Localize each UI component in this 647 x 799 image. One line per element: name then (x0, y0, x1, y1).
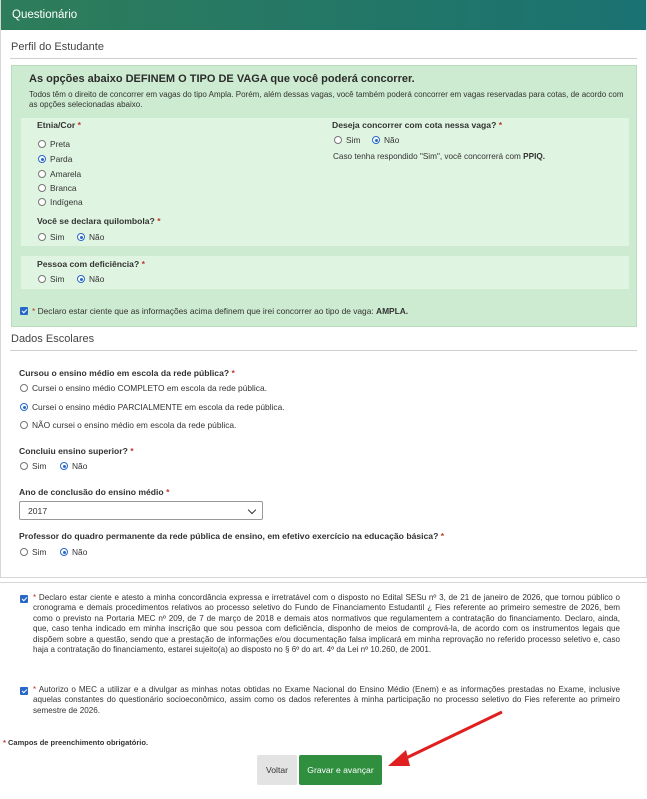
checkbox-checked-icon (20, 687, 28, 695)
option-label: Não (72, 547, 88, 557)
deficiencia-option-sim[interactable] (38, 274, 64, 284)
quilombola-option-sim[interactable] (38, 232, 64, 242)
deficiencia-label: Pessoa com deficiência? * (37, 259, 145, 269)
radio-selected-icon (77, 275, 85, 283)
cota-option-sim[interactable] (334, 135, 360, 145)
option-label: Não (89, 274, 105, 284)
vaga-declaration-checkbox[interactable]: * Declaro estar ciente que as informações acima definem que irei concorrer ao tipo de vaga: AMPLA. (20, 306, 408, 316)
ano-conclusao-select[interactable] (19, 501, 263, 520)
term-declaration-1[interactable] (20, 593, 620, 655)
option-label: Não (89, 232, 105, 242)
radio-selected-icon (60, 548, 68, 556)
professor-option-sim[interactable] (20, 547, 46, 557)
superior-label: Concluiu ensino superior? * (19, 446, 134, 456)
option-label: Não (72, 461, 88, 471)
option-label: Parda (50, 154, 73, 164)
etnia-label: Etnia/Cor * (37, 120, 81, 130)
etnia-option-preta[interactable] (38, 139, 70, 149)
cota-label: Deseja concorrer com cota nessa vaga? * (332, 120, 503, 130)
quilombola-option-nao[interactable] (77, 232, 104, 242)
section-divider (10, 350, 637, 351)
option-label: Sim (50, 274, 65, 284)
professor-label: Professor do quadro permanente da rede pública de ensino, em efetivo exercício na educação básica? * (19, 531, 445, 541)
superior-option-nao[interactable] (60, 461, 87, 471)
terms-divider (0, 582, 647, 583)
vaga-info-box (11, 65, 637, 327)
vaga-description: Todos têm o direito de concorrer em vagas do tipo Ampla. Porém, além dessas vagas, você também poderá concorrer em vagas reservadas para cotas, de acordo com as opções selecionadas abaixo. (29, 90, 624, 109)
option-label: Sim (346, 135, 361, 145)
option-label: Preta (50, 139, 71, 149)
radio-selected-icon (60, 462, 68, 470)
ensino-medio-option-completo[interactable] (20, 383, 267, 393)
annotation-arrow-icon (380, 700, 505, 770)
deficiencia-option-nao[interactable] (77, 274, 104, 284)
declaration-text: Declaro estar ciente que as informações acima definem que irei concorrer ao tipo de vaga: (37, 306, 374, 316)
etnia-option-branca[interactable] (38, 183, 77, 193)
radio-selected-icon (372, 136, 380, 144)
option-label: Amarela (50, 169, 82, 179)
quilombola-label: Você se declara quilombola? * (37, 216, 161, 226)
radio-icon (38, 198, 46, 206)
section-divider (10, 58, 637, 59)
term-declaration-2[interactable] (20, 685, 620, 716)
ano-conclusao-label: Ano de conclusão do ensino médio * (19, 487, 170, 497)
radio-icon (20, 462, 28, 470)
radio-icon (334, 136, 342, 144)
section-title-perfil: Perfil do Estudante (11, 41, 104, 53)
radio-icon (38, 140, 46, 148)
vaga-headline: As opções abaixo DEFINEM O TIPO DE VAGA que você poderá concorrer. (29, 73, 415, 85)
select-value: 2017 (28, 506, 48, 516)
panel-header: Questionário (1, 0, 646, 30)
checkbox-checked-icon (20, 595, 28, 603)
radio-selected-icon (20, 403, 28, 411)
superior-option-sim[interactable] (20, 461, 46, 471)
radio-icon (38, 233, 46, 241)
radio-icon (20, 548, 28, 556)
section-title-escolares: Dados Escolares (11, 333, 95, 345)
radio-icon (38, 275, 46, 283)
ensino-medio-label: Cursou o ensino médio em escola da rede pública? * (19, 368, 235, 378)
required-note: * Campos de preenchimento obrigatório. (3, 738, 149, 747)
option-label: Indígena (50, 197, 83, 207)
save-and-continue-button[interactable]: Gravar e avançar (299, 755, 382, 785)
etnia-option-indigena[interactable] (38, 197, 83, 207)
declaration-value: AMPLA. (376, 306, 409, 316)
option-label: Cursei o ensino médio COMPLETO em escola da rede pública. (32, 383, 267, 393)
term-text: * Autorizo o MEC a utilizar e a divulgar as minhas notas obtidas no Exame Nacional do Ensino Médio (Enem) e as informações prestadas no Exame, inclusive aquelas constantes do questionário socioeconômico, assim como os dados referentes à minha participação no processo seletivo do Fies referente ao primeiro semestre de 2026. (33, 685, 620, 715)
etnia-option-amarela[interactable] (38, 169, 81, 179)
etnia-quilombola-box (21, 118, 629, 246)
option-label: Cursei o ensino médio PARCIALMENTE em escola da rede pública. (32, 402, 285, 412)
radio-selected-icon (38, 155, 46, 163)
cota-note: Caso tenha respondido "Sim", você concorrerá com PPIQ. (333, 152, 545, 161)
option-label: Sim (32, 547, 47, 557)
back-button[interactable]: Voltar (257, 755, 297, 785)
option-label: Não (384, 135, 400, 145)
cota-option-nao[interactable] (372, 135, 399, 145)
ensino-medio-option-parcial[interactable] (20, 402, 285, 412)
radio-icon (20, 384, 28, 392)
etnia-option-parda[interactable] (38, 154, 72, 164)
option-label: NÃO cursei o ensino médio em escola da rede pública. (32, 420, 237, 430)
option-label: Sim (50, 232, 65, 242)
radio-icon (38, 184, 46, 192)
option-label: Sim (32, 461, 47, 471)
chevron-down-icon (248, 506, 256, 514)
radio-selected-icon (77, 233, 85, 241)
term-text: * Declaro estar ciente e atesto a minha concordância expressa e irretratável com o disposto no Edital SESu nº 3, de 21 de janeiro de 2026, que tornou público o cronograma e demais procedimentos relativos ao processo seletivo do Fundo de Financiamento Estudantil ¿ Fies referente ao primeiro semestre de 2026, bem como o previsto na Portaria MEC nº 209, de 7 de março de 2018 e demais atos normativos que regulamentem a contratação do financiamento. Declaro, ainda, que, caso tenha indicado em minha inscrição que sou pessoa com deficiência, disponho de meios de comprová-la, de acordo com os instrumentos legais que dispõem sobre a questão, sendo que a prestação de informações e/ou documentação falsa implicará em minha reprovação no referido processo seletivo e, caso haja a contratação do financiamento, estarei sujeito(a) ao disposto no § 6º do art. 4º da Lei nº 10.260, de 2001. (33, 593, 621, 655)
option-label: Branca (50, 183, 77, 193)
radio-icon (20, 421, 28, 429)
professor-option-nao[interactable] (60, 547, 87, 557)
radio-icon (38, 170, 46, 178)
ensino-medio-option-nao[interactable] (20, 420, 236, 430)
checkbox-checked-icon (20, 307, 28, 315)
